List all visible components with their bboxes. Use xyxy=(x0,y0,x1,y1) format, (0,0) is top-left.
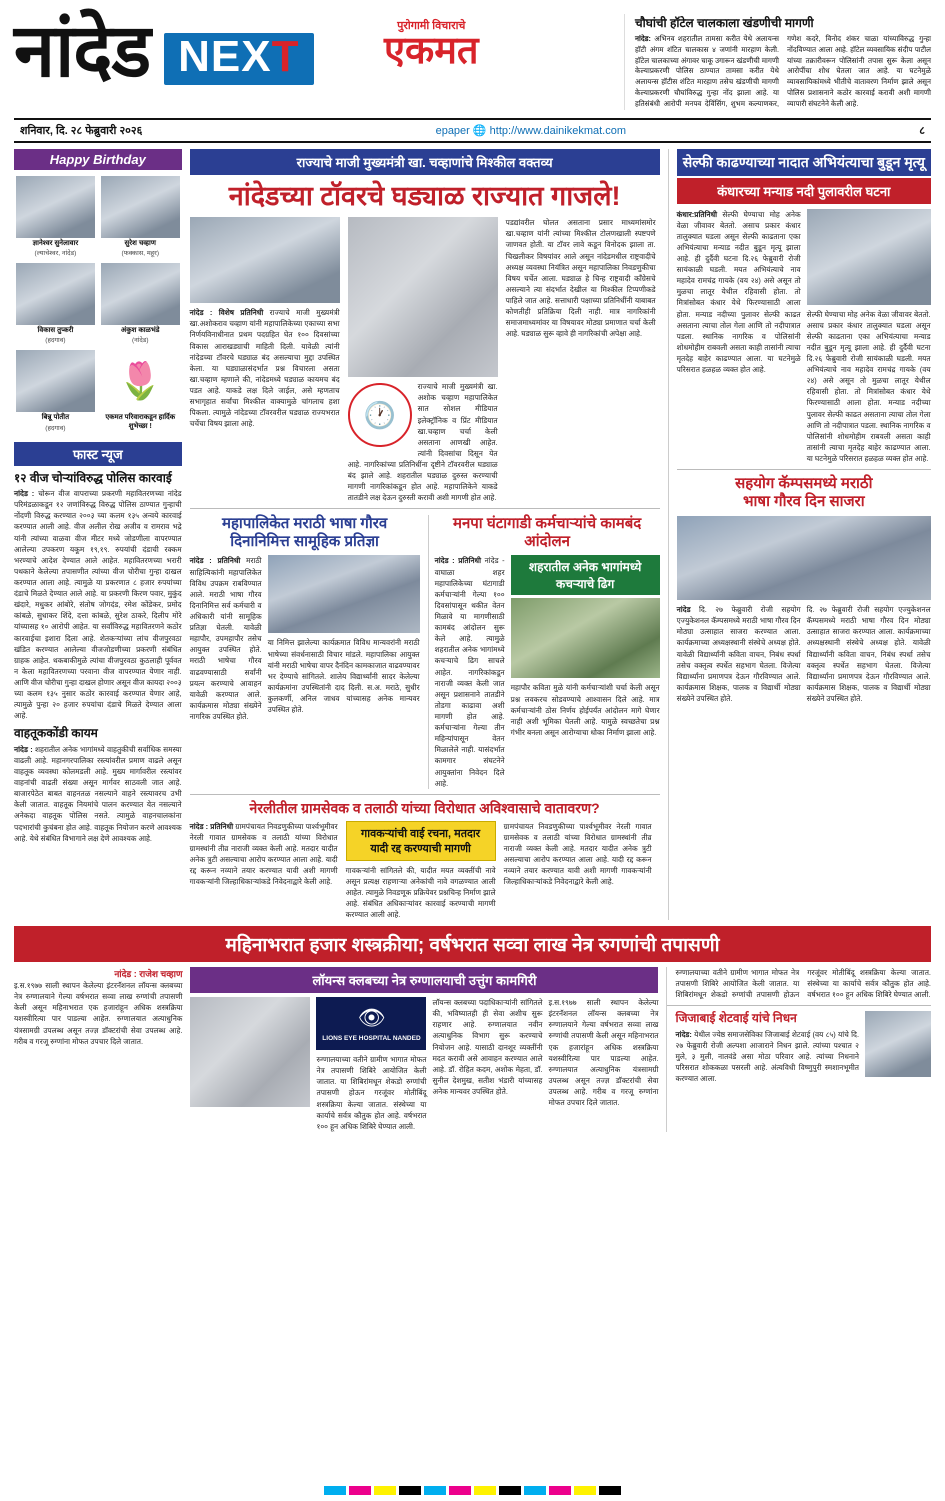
lead-dateline: नांदेड : विशेष प्रतिनिधी xyxy=(189,308,264,318)
fast-news-headline-1: १२ वीज चोऱ्यांविरुद्ध पोलिस कारवाई xyxy=(14,470,172,485)
cmyk-cyan xyxy=(324,1486,346,1495)
masthead-title-row xyxy=(14,9,624,92)
birthday-title: Happy Birthday xyxy=(14,149,182,170)
cmyk-black-2 xyxy=(499,1486,521,1495)
cmyk-yellow-3 xyxy=(574,1486,596,1495)
date-strip xyxy=(14,118,931,143)
epaper-link[interactable] xyxy=(436,124,626,137)
next-logo-x: T xyxy=(271,32,300,81)
nerli-lead xyxy=(190,821,338,888)
nerli-demand-box: गावकऱ्यांची वाई रचना, मतदार यादी रद्द करण्याची मागणी xyxy=(346,821,496,861)
cmyk-cyan-2 xyxy=(424,1486,446,1495)
chavan-photo xyxy=(190,217,340,303)
selfie-body-2: सेल्फी घेण्याचा मोह अनेक वेळा जीवावर बेततो. असाच प्रकार कंधार तालुक्यात घडला असून सेल्फी काढताना एका अभियंत्याचा मन्याड नदीत बुडून मृत्यू झाला आहे. ही दुर्दैवी घटना दि.२६ फेब्रुवारी रोजी सायंकाळी घडली. मयत अभियंत्याचे नाव महादेव रामचंद्र गायके (वय २४) असे असून तो मुळचा लातूर येथील रहिवासी होता. तो मित्रांसोबत कंधार येथे फिरण्यासाठी आला होता. मन्याड नदीच्या पुलावर सेल्फी काढत असताना त्याचा तोल गेला आणि तो नदीपात्रात पडला. स्थानिक नागरिक व पोलिसांनी शोधमोहीम राबवली असता काही तासांनी त्याचा मृतदेह बाहेर काढण्यात आला. या घटनेमुळे परिसरात हळहळ व्यक्त होत आहे. xyxy=(806,309,931,463)
lead-kicker: राज्याचे माजी मुख्यमंत्री खा. चव्हाणांचे मिश्कील वक्तव्य xyxy=(190,149,660,175)
obituary-dateline: नांदेड: xyxy=(675,1029,692,1039)
lead-col-1 xyxy=(190,217,340,503)
sahayog-body-2: दि. २७ फेब्रुवारी रोजी सहयोग एज्युकेशनल कॅम्पसमध्ये मराठी भाषा गौरव दिन मोठ्या उत्साहात साजरा करण्यात आला. कार्यक्रमाच्या अध्यक्षस्थानी संस्थेचे अध्यक्ष होते. यावेळी विद्यार्थ्यांनी कविता वाचन, निबंध स्पर्धा तसेच वक्तृत्व स्पर्धेत सहभाग घेतला. विजेत्या विद्यार्थ्यांना प्रमाणपत्र देऊन गौरविण्यात आले. कार्यक्रमास शिक्षक, पालक व विद्यार्थी मोठ्या संख्येने उपस्थित होते. xyxy=(806,605,931,703)
center-column xyxy=(190,149,660,921)
lead-para-3: पडद्यांवरील घोलत असताना प्रसार माध्यमांसमोर खा.चव्हाण यांनी त्यांच्या मिश्कील टोलणखाली स्पष्टपणे जाणवत होती. या टॉवर लावे कडून विनोदक झाला ता. चिखलीकर विषयांवर आले असून नांदेडमधील राष्ट्रवादीचे अध्यक्ष व्यवस्था नियंत्रित असून महापालिका निवडणुकीचा विषय चर्चेत आला. घड्याळ हे चिन्ह राष्ट्रवादी काँग्रेसचे असल्याने त्या संदर्भात देखील या मिश्कील टिप्पणीकडे पाहिले जात आहे. सत्ताधारी पक्षाच्या प्रतिनिधींनी याबाबत कोणतीही प्रतिक्रिया दिली नाही. मात्र नागरिकांनी समाजमाध्यमांवर या विषयावर मोठ्या प्रमाणात चर्चा केली आहे. घड्याळ सुरू व्हावे ही नागरिकांची अपेक्षा आहे. xyxy=(505,218,656,339)
birthday-grid xyxy=(14,170,182,438)
bottom-body-3: लॉयन्स क्लबच्या पदाधिकाऱ्यांनी सांगितले की, भविष्यातही ही सेवा अशीच सुरू राहणार आहे. रुग्णालयात नवीन अत्याधुनिक विभाग सुरू करण्याचे नियोजन आहे. यासाठी दानशूर व्यक्तींनी मदत करावी असे आवाहन करण्यात आले आहे. डॉ. रोहित कदम, अशोक मेहता, डॉ. सुनील देशमुख, सतीश भंडारी यांच्यासह अनेक मान्यवर उपस्थित होते. xyxy=(432,998,543,1096)
epaper-url: http://www.dainikekmat.com xyxy=(489,124,627,137)
cmyk-registration-bar xyxy=(0,1486,945,1495)
lead-col-3 xyxy=(506,217,656,503)
selfie-headline: सेल्फी काढण्याच्या नादात अभियंत्याचा बुडून मृत्यू xyxy=(677,149,931,176)
bottom-body-2: रुग्णालयाच्या वतीने ग्रामीण भागात मोफत नेत्र तपासणी शिबिरे आयोजित केली जातात. या शिबिरांमधून शेकडो रुग्णांची तपासणी होऊन गरजूंवर मोतीबिंदू शस्त्रक्रिया केल्या जातात. संस्थेच्या या कार्याचे सर्वत्र कौतुक होत आहे. वर्षभरात १०० हून अधिक शिबिरे घेण्यात आली. xyxy=(316,1055,427,1131)
avatar xyxy=(101,176,180,238)
birthday-name: ज्ञानेश्वर सुनेलावार xyxy=(32,239,79,247)
publish-date: शनिवार, दि. २८ फेब्रुवारी २०२६ xyxy=(20,124,143,137)
page-title: नांदेड xyxy=(14,9,151,92)
sahayog-headline-l1: सहयोग कॅम्पसमध्ये मराठी xyxy=(735,475,873,493)
ghantagadi-body-2: महापौर कविता मुळे यांनी कर्मचाऱ्यांशी चर्चा केली असून प्रश्न लवकरच सोडवण्याचे आश्वासन दिले आहे. मात्र कर्मचाऱ्यांनी ठोस निर्णय होईपर्यंत आंदोलन मागे घेणार नाही अशी भूमिका घेतली आहे. यामुळे स्वच्छतेचा प्रश्न गंभीर बनला असून आरोग्याचा धोका निर्माण झाला आहे. xyxy=(510,683,660,737)
bottom-body-5: रुग्णालयाच्या वतीने ग्रामीण भागात मोफत नेत्र तपासणी शिबिरे आयोजित केली जातात. या शिबिरांमधून शेकडो रुग्णांची तपासणी होऊन गरजूंवर मोतीबिंदू शस्त्रक्रिया केल्या जातात. संस्थेच्या या कार्याचे सर्वत्र कौतुक होत आहे. वर्षभरात १०० हून अधिक शिबिरे घेण्यात आली. xyxy=(675,968,931,1000)
cmyk-yellow xyxy=(374,1486,396,1495)
avatar xyxy=(16,176,95,238)
fast-news-title: फास्ट न्यूज xyxy=(14,442,182,466)
pratidnya-photo xyxy=(268,555,420,633)
ghantagadi-dateline: नांदेड : प्रतिनिधी xyxy=(434,556,482,566)
epaper-label: epaper xyxy=(435,124,470,137)
top-right-text: अभिनव शहरातील तामसा करीत येथे अलायन्स हॉटी अंगम शंटित चालकास ४ जणांनी मारहाण केली. हॉटेल चालकाच्या अंगावर चाकू उगारून खंडणीची मागणी केल्याप्रकरणी पोलिस ठाण्यात तामसा करीत येथे अलायन्स हॉटीस शंटित मारहाण तसेच खंडणीची मागणी केल्याप्रकरणी चौघांविरुद्ध गुन्हा नोंद झाला आहे. या हतिसंबंधी आरोपी मनपव देविंसिंग, शुभम कल्याणकर, गणेश कदरे, विनोद शंकर चाळा यांच्याविरुद्ध गुन्हा नोंदविण्यात आला आहे. हॉटेल व्यवसायिक संदीप पाटील यांच्या तक्रारीवरून पोलिसांनी तपास सुरू केला असून आरोपींचा शोध घेतला जात आहे. या घटनेमुळे व्यावसायिकांमध्ये भीतीचे वातावरण निर्माण झाले असून पोलिस प्रशासनाने कठोर कारवाई करावी अशी मागणी व्यापारी संघटनेने केली आहे. xyxy=(635,34,931,108)
page-number: ८ xyxy=(919,124,925,137)
next-logo xyxy=(164,33,313,85)
mid-two-stories xyxy=(190,515,660,788)
divider xyxy=(190,508,660,509)
sahayog-headline xyxy=(677,475,931,511)
main-grid xyxy=(10,149,935,921)
birthday-name: सुरेश चव्हाण xyxy=(124,239,156,247)
cmyk-magenta xyxy=(349,1486,371,1495)
fast-news-text-1: चोरून वीज वापराच्या प्रकरणी महावितरणच्या नांदेड परिमंडळाकडून १२ जणांविरुद्ध विरुद्ध पोलिस ठाण्यात गुन्हाची नोंदणी विरुद्ध करण्यात २००३ च्या कलम १३५ अन्वये कारवाई करण्यात आली आहे. वीज अलील रोख अजीव व रामराव भद्रे यांनी त्यांच्या वाळवा वीज मीटर मध्ये जोडणीला वापरण्यात आलेल्या उपकरण यकूम १९,१९. रुपयांची दंडाची रक्कम भरण्याचे आदेश देण्यात आले आहेत. महावितरणच्या भरारी पथकाने केलेल्या तपासणीत त्यांच्या वीज चोरीचा गुन्हा दाखल करण्यात आला आहे. त्यामुळे या प्रकरणात ८ हजार रुपयांच्या दंडाचे मिळते देण्यात आले आहे. या प्रकरणी किरण पवार, मुकुंद खंदारे, मधुकर आंबोरे, संतोष जोगदंड, रमेश कोंडेकर, प्रमोद कांबळे, सुधाकर शिंदे, दत्ता कांबळे, सुरेश ठाकरे, दिलीप मोरे यांच्यासह १० आरोपी आहेत. या सर्वांविरुद्ध महावितरणने कठोर कारवाईचा इशारा दिला आहे. शेतकऱ्यांच्या लांच वीजपुरवठा खंडित करण्यात आलेल्या वीजजोडणीच्या प्रकरणी संबंधित ग्राहक आहेत. थकबाकीमुळे त्यांचा वीजपुरवठा कुठलाही पूर्ववत न केला महावितरणच्या परवाना वीज वापरण्यात येणार नाही. आणि वीज चोरीचा गुन्हा दाखल होणार असून वीज कायदा २००३ च्या कलम १३५ नुसार कठोर कारवाई करण्यात येणार आहे, त्यामुळे पुन्हा २० हजार रुपयांचा दंडाचे मिळते देण्यात आला आहे. xyxy=(14,489,182,721)
birthday-place: (ल्याचेश्वर, नांदेड) xyxy=(34,249,77,257)
bottom-byline: नांदेड : राजेश चव्हाण xyxy=(114,969,183,980)
selfie-victim-photo xyxy=(807,209,931,305)
nerli-headline: नेरलीतील ग्रामसेवक व तलाठी यांच्या विरोधात अविश्वासाचे वातावरण? xyxy=(249,799,600,816)
pratidnya-body: मराठी साहित्यिकांनी महापालिकेत विविध उपक्रम राबविण्यात आले. मराठी भाषा गौरव दिनानिमित्त सर्व कर्मचारी व अधिकारी यांनी सामूहिक प्रतिज्ञा घेतली. यावेळी महापौर, उपमहापौर तसेच आयुक्त उपस्थित होते. मराठी भाषेचा गौरव वाढवण्यासाठी सर्वांनी प्रयत्न करण्याचे आवाहन यावेळी करण्यात आले. कार्यक्रमास मोठ्या संख्येने नागरिक उपस्थित होते. xyxy=(189,556,262,721)
bottom-body-1: इ.स.१९७७ साली स्थापन केलेल्या इंटरनॅशनल लॉयन्स क्लबच्या नेत्र रुग्णालयाने गेल्या वर्षभरात सव्वा लाख रुग्णांची तपासणी केली असून महिनाभरात एक हजारांहून अधिक शस्त्रक्रिया यशस्वीरित्या पार पाडल्या आहेत. रुग्णालयात अत्याधुनिक यंत्रसामग्री उपलब्ध असून तज्ज्ञ डॉक्टरांची सेवा उपलब्ध आहे. गरीब व गरजू रुग्णांना मोफत उपचार दिले जातात. xyxy=(14,981,183,1046)
lions-subhead: लॉयन्स क्लबच्या नेत्र रुग्णालयाची उत्तुंग कामगिरी xyxy=(190,967,658,993)
bottom-banner-headline: महिनाभरात हजार शस्त्रक्रीया; वर्षभरात सव्वा लाख नेत्र रुगणांची तपासणी xyxy=(14,926,931,962)
obituary-story xyxy=(667,1011,931,1084)
avatar xyxy=(101,263,180,325)
cmyk-black xyxy=(399,1486,421,1495)
obituary-headline: जिजाबाई शेटवाई यांचे निधन xyxy=(675,1011,797,1026)
ekmat-logo xyxy=(384,18,479,72)
greeting-text: एकमत परिवाराकडून हार्दिक शुभेच्छा ! xyxy=(105,414,176,430)
birthday-place: (हदगाव) xyxy=(45,424,66,432)
selfie-lead xyxy=(677,209,801,376)
fast-news-text-2: शहरातील अनेक भागांमध्ये वाहतुकीची सर्वाधिक समस्या वाढली आहे. महानगरपालिका रस्त्यांवरील प्रमाण वाढले असून वाहतूक व्यवस्था कोलमडली आहे. मुख्य मार्गावरील रस्त्यांवर वाहनांची वाढती संख्या असून मार्गवर साठवली जात आहे. बाजारपेठेत बाबत वाहनतळ नसल्याने वाहने रस्त्यावरच उभी केली जातात. वाहतूक नियमांचे पालन करण्यात येत नसल्याने अनेकदा वाहतूक पोलिस नसते. त्यामुळे वाहनचालकांना पदभारांची कुचंबना होत आहे. वाहतूक नियोजन करणे आवश्यक आहे. येथे संबंधित विभागाने लक्ष देणे आवश्यक आहे. xyxy=(14,744,182,843)
birthday-place: (नांदेड) xyxy=(131,337,149,345)
right-column xyxy=(668,149,931,921)
lead-para-1 xyxy=(190,307,340,429)
birthday-person xyxy=(16,350,95,431)
clock-icon: 🕐 xyxy=(348,383,412,447)
pratidnya-dateline-block xyxy=(190,555,262,722)
avatar xyxy=(16,350,95,412)
top-right-body xyxy=(635,34,931,110)
pratidnya-headline-l1: महापालिकेत मराठी भाषा गौरव xyxy=(222,515,388,533)
obituary-photo xyxy=(865,1011,931,1077)
pratidnya-headline xyxy=(190,515,420,551)
fast-news-headline-2: वाहतूककोंडी कायम xyxy=(14,726,98,741)
pratidnya-dateline: नांदेड : प्रतिनिधी xyxy=(189,556,241,566)
obituary-text: येथील ज्येष्ठ समाजसेविका जिजाबाई शेटवाई (वय ८५) यांचे दि. २७ फेब्रुवारी रोजी अल्पशा आजाराने निधन झाले. त्यांच्या पश्चात २ मुले, ३ मुली, नातवंडे असा मोठा परिवार आहे. त्यांच्या निधनाने परिसरात शोककळा पसरली आहे. अंत्यविधी विष्णुपुरी स्मशानभूमीत करण्यात आला. xyxy=(675,1029,859,1084)
birthday-person xyxy=(101,263,180,344)
sidebar xyxy=(14,149,182,921)
birthday-person xyxy=(101,176,180,257)
masthead-left xyxy=(14,9,624,92)
top-right-dateline: नांदेड: xyxy=(635,34,651,43)
fast-news-dateline-2: नांदेड : xyxy=(14,744,33,754)
divider xyxy=(190,794,660,795)
fast-news-dateline-1: नांदेड : xyxy=(14,489,35,499)
cmyk-yellow-2 xyxy=(474,1486,496,1495)
bottom-col-right xyxy=(666,967,931,1132)
birthday-place: (फक्कास, महूर) xyxy=(121,249,159,257)
sahayog-body: दि. २७ फेब्रुवारी रोजी सहयोग एज्युकेशनल कॅम्पसमध्ये मराठी भाषा गौरव दिन मोठ्या उत्साहात साजरा करण्यात आला. कार्यक्रमाच्या अध्यक्षस्थानी संस्थेचे अध्यक्ष होते. यावेळी विद्यार्थ्यांनी कविता वाचन, निबंध स्पर्धा तसेच वक्तृत्व स्पर्धेत सहभाग घेतला. विजेत्या विद्यार्थ्यांना प्रमाणपत्र देऊन गौरविण्यात आले. कार्यक्रमास शिक्षक, पालक व विद्यार्थी मोठ्या संख्येने उपस्थित होते. xyxy=(676,605,801,703)
pratidnya-story xyxy=(190,515,420,788)
birthday-name: विकास तुप्करी xyxy=(37,326,74,334)
sahayog-photo xyxy=(677,516,931,600)
sahayog-dateline: नांदेड xyxy=(676,605,691,615)
bottom-col-1 xyxy=(14,967,182,1132)
nerli-body-2: गावकऱ्यांनी सांगितले की, यादीत मयत व्यक्तींची नावे असून प्रत्यक्ष राहणाऱ्या अनेकांची नावे वगळण्यात आली आहेत. त्यामुळे निवडणूक प्रक्रियेवर प्रश्नचिन्ह निर्माण झाले आहे. संबंधित अधिकाऱ्यांवर कारवाई करण्याची मागणी करण्यात आली आहे. xyxy=(345,865,496,919)
ghantagadi-body: नांदेड - वाघाळा शहर महापालिकेच्या घंटागाडी कर्मचाऱ्यांनी गेल्या १०० दिवसांपासून थकीत वेतन मिळावे या मागणीसाठी कामबंद आंदोलन सुरू केले आहे. त्यामुळे शहरातील अनेक भागांमध्ये कचऱ्याचे ढिग साचले आहेत. नागरिकांकडून नाराजी व्यक्त केली जात असून प्रशासनाने तातडीने तोडगा काढावा अशी मागणी होत आहे. कर्मचाऱ्यांना गेल्या तीन महिन्यांपासून वेतन मिळालेले नाही. यासंदर्भात कामगार संघटनेने आयुक्तांना निवेदन दिले आहे. xyxy=(434,556,505,788)
lead-para-2: राज्याचे माजी मुख्यमंत्री खा. अशोक चव्हाण महापालिकेत सात सोशल मीडियात इलेक्ट्रॉनिक व प्रिंट मीडियात खा.चव्हाण चर्चा केली असताना आणखी आहेत. त्यांनी दिवसांचा दिसून येत आहे. नागरिकांच्या प्रतिनिधींना दृष्टीने टॉवरवरील घड्याळ बंद झाले आहे. शहरातील घड्याळ दुरुस्त करण्याची मागणी नागरिकांकडून होत आहे. महापालिकेने याकडे तातडीने लक्ष देऊन दुरुस्ती करावी अशी मागणी होत आहे. xyxy=(347,382,498,503)
obituary-body xyxy=(675,1029,859,1085)
divider xyxy=(677,469,931,470)
cmyk-cyan-3 xyxy=(524,1486,546,1495)
birthday-greeting xyxy=(101,350,180,431)
eye-icon: 👁 xyxy=(357,1005,386,1031)
nerli-body: ग्रामपंचायत निवडणुकीच्या पार्श्वभूमीवर नेरली गावात ग्रामसेवक व तलाठी यांच्या विरोधात ग्रामस्थांनी तीव्र नाराजी व्यक्त केली आहे. मतदार यादीत अनेक त्रुटी असल्याचा आरोप करण्यात आला आहे. यादी रद्द करून नव्याने तयार करण्यात यावी अशी मागणी गावकऱ्यांनी जिल्हाधिकाऱ्यांकडे निवेदनाद्वारे केली आहे. xyxy=(189,821,338,887)
ghantagadi-lead xyxy=(435,555,505,788)
ghantagadi-headline: मनपा घंटागाडी कर्मचाऱ्यांचे कामबंद आंदोलन xyxy=(452,515,642,551)
ghantagadi-story xyxy=(428,515,660,788)
selfie-body: सेल्फी घेण्याचा मोह अनेक वेळा जीवावर बेततो. असाच प्रकार कंधार तालुक्यात घडला असून सेल्फी काढताना एका अभियंत्याचा मन्याड नदीत बुडून मृत्यू झाला आहे. ही दुर्दैवी घटना दि.२६ फेब्रुवारी रोजी सायंकाळी घडली. मयत अभियंत्याचे नाव महादेव रामचंद्र गायके (वय २४) असे असून तो मुळचा लातूर येथील रहिवासी होता. तो मित्रांसोबत कंधार येथे फिरण्यासाठी आला होता. मन्याड नदीच्या पुलावर सेल्फी काढत असताना त्याचा तोल गेला आणि तो नदीपात्रात पडला. स्थानिक नागरिक व पोलिसांनी शोधमोहीम राबवली असता काही तासांनी त्याचा मृतदेह बाहेर काढण्यात आला. या घटनेमुळे परिसरात हळहळ व्यक्त होत आहे. xyxy=(676,209,801,375)
fast-news-body-2 xyxy=(14,744,182,844)
masthead xyxy=(10,0,935,110)
cmyk-magenta-3 xyxy=(549,1486,571,1495)
flower-icon: 🌷 xyxy=(117,360,163,402)
avatar xyxy=(16,263,95,325)
next-logo-text: NEX xyxy=(178,32,272,81)
sahayog-story xyxy=(677,475,931,704)
birthday-name: बिन्नू पोतीत xyxy=(41,414,70,422)
globe-icon: 🌐 xyxy=(472,124,487,137)
lions-logo xyxy=(316,997,426,1050)
selfie-subhead: कंधारच्या मन्याड नदी पुलावरील घटना xyxy=(677,178,931,204)
cmyk-magenta-2 xyxy=(449,1486,471,1495)
lead-para-1-text: राज्याचे माजी मुख्यमंत्री खा.अशोकराव चव्हाण यांनी महापालिकेच्या एकाच्या सभा निर्णयविनाधीनात प्रथम पदग्रहित घेत १०० दिवसांच्या विकास आराखड्याची माहिती दिली. यावेळी त्यांनी नांदेडच्या टॉवरचे घड्याळ बंद असल्याचा मुद्दा उपस्थित केला. या घड्याळासंदर्भात प्रश्न विचारला असता खा.चव्हाण म्हणाले की, नांदेडमध्ये घड्याळ कायमच बंद पडत आहे. याकडे लक्ष दिले जाईल, असे म्हणताच सभागृहात सर्वांचा मिश्कील वाक्यामुळे चांगलाच हशा पिकला. त्यामुळे नांदेडच्या टॉवरवरील घड्याळ राज्यभरात चर्चेचा विषय झाला आहे. xyxy=(189,308,340,429)
selfie-dateline: कंधार:प्रतिनिधी xyxy=(676,209,718,219)
birthday-person xyxy=(16,176,95,257)
divider xyxy=(667,1005,931,1006)
lead-col-2 xyxy=(348,217,498,503)
clock-tower-photo xyxy=(348,217,498,377)
lead-headline: नांदेडच्या टॉवरचे घड्याळ राज्यात गाजले! xyxy=(228,180,621,211)
ekmat-wordmark: एकमत xyxy=(384,30,479,72)
birthday-name: अंकुश काळभंडे xyxy=(120,326,160,334)
top-right-story xyxy=(624,14,931,110)
birthday-place: (हदगाव) xyxy=(45,337,66,345)
cmyk-black-3 xyxy=(599,1486,621,1495)
ghantagadi-green-band: शहरातील अनेक भागांमध्ये कचऱ्याचे ढिग xyxy=(511,555,660,595)
bottom-col-mid xyxy=(190,967,658,1132)
lead-story-body xyxy=(190,217,660,503)
lions-logo-text: LIONS EYE HOSPITAL NANDED xyxy=(322,1035,421,1043)
fast-news-body-1 xyxy=(14,488,182,721)
ghantagadi-photo xyxy=(511,598,660,678)
pratidnya-body-2: या निमित्त झालेल्या कार्यक्रमात विविध मान्यवरांनी मराठी भाषेच्या संवर्धनासाठी विचार मांडले. महापालिका आयुक्त यांनी मराठी भाषेचा वापर दैनंदिन कामकाजात वाढवण्यावर भर देण्याचे सांगितले. शालेय विद्यार्थ्यांनी सादर केलेल्या कार्यक्रमांना उपस्थितांनी दाद दिली. स.अ. मराठे, सुधीर कुलकर्णी, अनिल जाधव यांच्यासह अनेक मान्यवर उपस्थित होते. xyxy=(267,638,420,715)
birthday-person xyxy=(16,263,95,344)
nerli-dateline: नांदेड : प्रतिनिधी xyxy=(189,821,234,831)
bottom-section xyxy=(10,926,935,1132)
nerli-body-3: ग्रामपंचायत निवडणुकीच्या पार्श्वभूमीवर नेरली गावात ग्रामसेवक व तलाठी यांच्या विरोधात ग्रामस्थांनी तीव्र नाराजी व्यक्त केली आहे. मतदार यादीत अनेक त्रुटी असल्याचा आरोप करण्यात आला आहे. यादी रद्द करून नव्याने तयार करण्यात यावी अशी मागणी गावकऱ्यांनी जिल्हाधिकाऱ्यांकडे निवेदनाद्वारे केली आहे. xyxy=(503,821,652,887)
hospital-photo xyxy=(190,997,310,1107)
sahayog-headline-l2: भाषा गौरव दिन साजरा xyxy=(742,493,865,511)
bottom-body-4: इ.स.१९७७ साली स्थापन केलेल्या इंटरनॅशनल लॉयन्स क्लबच्या नेत्र रुग्णालयाने गेल्या वर्षभरात सव्वा लाख रुग्णांची तपासणी केली असून महिनाभरात एक हजारांहून अधिक शस्त्रक्रिया यशस्वीरित्या पार पाडल्या आहेत. रुग्णालयात अत्याधुनिक यंत्रसामग्री उपलब्ध असून तज्ज्ञ डॉक्टरांची सेवा उपलब्ध आहे. गरीब व गरजू रुग्णांना मोफत उपचार दिले जातात. xyxy=(548,998,659,1108)
top-right-headline: चौघांची हॉटेल चालकाला खंडणीची मागणी xyxy=(635,16,814,30)
nerli-story xyxy=(190,800,660,920)
bottom-grid xyxy=(14,967,931,1132)
pratidnya-headline-l2: दिनानिमित्त सामूहिक प्रतिज्ञा xyxy=(230,533,379,551)
ekmat-tagline: पुरोगामी विचाराचे xyxy=(397,20,466,32)
sahayog-lead xyxy=(677,604,801,704)
